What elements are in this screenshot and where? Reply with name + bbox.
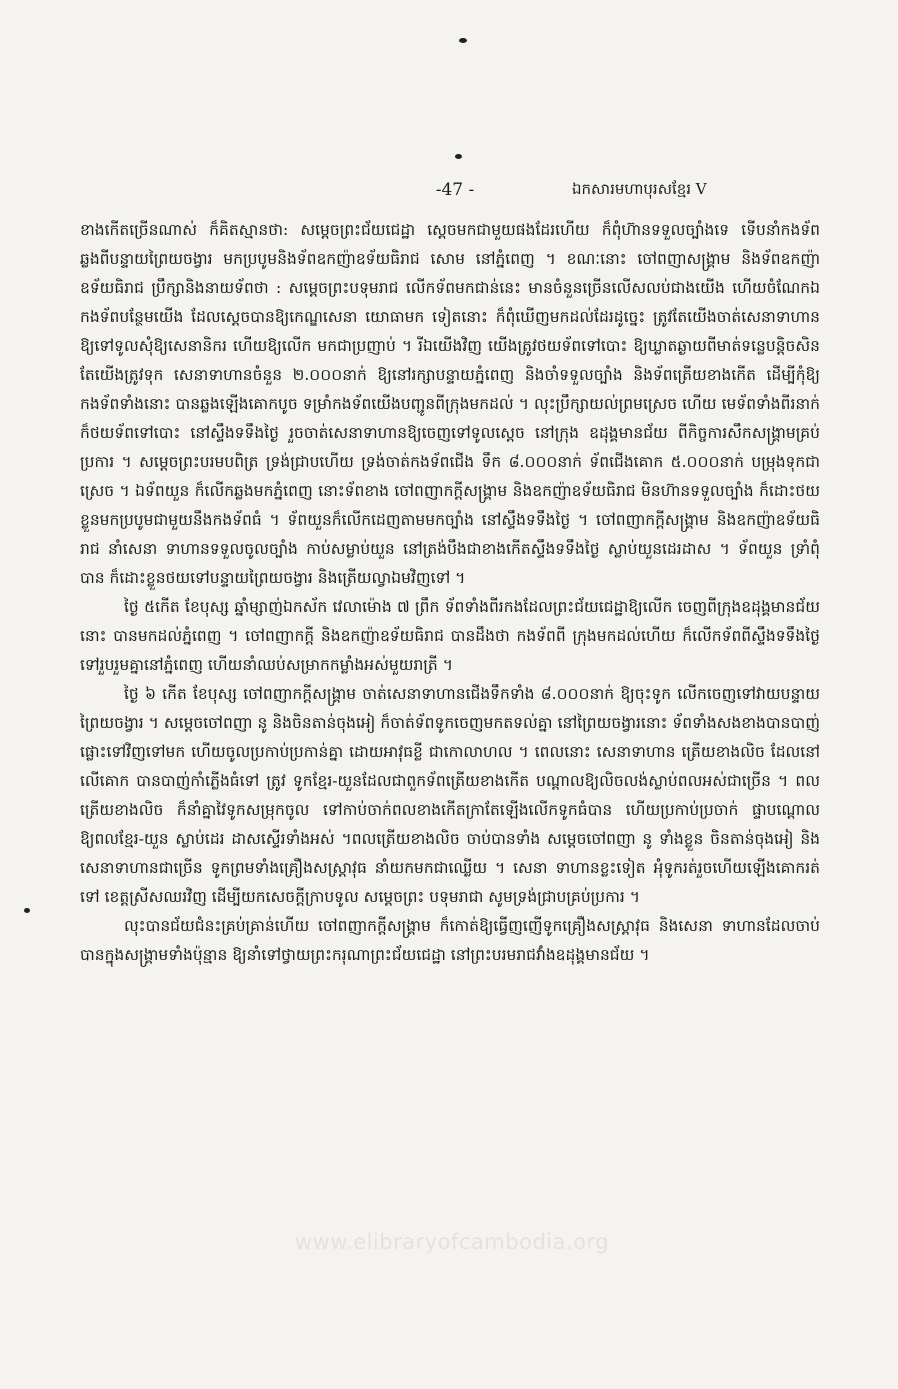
watermark: www.elibraryofcambodia.org — [294, 1230, 610, 1254]
running-title: ឯកសារមហាបុរសខ្មែរ V — [572, 180, 707, 198]
page-header — [0, 178, 898, 204]
paragraph: ខាងកើតច្រើនណាស់ ក៏គិតស្មានថា: សម្ដេចព្រះជ័យជេដ្ឋា ស្ដេចមកជាមួយផងដែរហើយ ក៏ពុំហ៊ានទទួលច្បាំងទេ ទើបនាំកងទ័ព ឆ្លងពីបន្ទាយព្រៃយចង្វារ មកប្របូមនិងទ័ពឧកញ៉ាឧទ័យធិរាជ សោម នៅភ្នំពេញ ។ ខណៈនោះ ចៅពញាសង្គ្រាម និងទ័ពឧកញ៉ាឧទ័យធិរាជ ប្រឹក្សានិងនាយទ័ពថា : សម្ដេចព្រះបទុមរាជ លើកទ័ពមកជាន់នេះ មានចំនួនច្រើនលើសលប់ជាងយើង ហើយចំណែកឯកងទ័ពបន្ថែមយើង ដែលស្ដេចបានឱ្យកេណ្ឌសេនា យោធាមក ទៀតនោះ ក៏ពុំឃើញមកដល់ដែរដូច្នេះ ត្រូវតែយើងចាត់សេនាទាហាន ឱ្យទៅទូលសុំឱ្យសេនានិករ ហើយឱ្យលើក មកជាប្រញាប់ ។ រីឯយើងវិញ យើងត្រូវថយទ័ពទៅបោះ ឱ្យឃ្លាតឆ្ងាយពីមាត់ទន្លេបន្ដិចសិន តែយើងត្រូវទុក សេនាទាហានចំនួន ២.០០០នាក់ ឱ្យនៅរក្សាបន្ទាយភ្នំពេញ និងចាំទទួលច្បាំង និងទ័ពត្រើយខាងកើត ដើម្បីកុំឱ្យ កងទ័ពទាំងនោះ បានឆ្លងឡើងគោកបូច ទម្រាំកងទ័ពយើងបញ្ជូនពីក្រុងមកដល់ ។ លុះប្រឹក្សាយល់ព្រមស្រេច ហើយ មេទ័ពទាំងពីរនាក់ ក៏ថយទ័ពទៅបោះ នៅស្ទឹងទទឹងថ្ងៃ រួចចាត់សេនាទាហានឱ្យចេញទៅទូលស្ដេច នៅក្រុង ឧដុង្គមានជ័យ ពីកិច្ចការសឹកសង្គ្រាមគ្រប់ប្រការ ។ សម្ដេចព្រះបរមបពិត្រ ទ្រង់ជ្រាបហើយ ទ្រង់ចាត់កងទ័ពជើង ទឹក ៨.០០០នាក់ ទ័ពជើងគោក ៥.០០០នាក់ បម្រុងទុកជាស្រេច ។ ឯទ័ពយួន ក៏លើកឆ្លងមកភ្នំពេញ នោះទ័ពខាង ចៅពញាកក្ដីសង្គ្រាម និងឧកញ៉ាឧទ័យធិរាជ មិនហ៊ានទទួលច្បាំង ក៏ដោះថយខ្លួនមកប្របូមជាមួយនឹងកងទ័ពធំ ។ ទ័ពយួនក៏លើកដេញតាមមកច្បាំង នៅស្ទឹងទទឹងថ្ងៃ ។ ចៅពញាកក្ដីសង្គ្រាម និងឧកញ៉ាឧទ័យធិរាជ នាំសេនា ទាហានទទួលចូលច្បាំង កាប់សម្លាប់យួន នៅត្រង់បឹងជាខាងកើតស្ទឹងទទឹងថ្ងៃ ស្លាប់យួនដេរដាស ។ ទ័ពយួន ទ្រាំពុំ បាន ក៏ដោះខ្លួនថយទៅបន្ទាយព្រៃយចង្វារ និងត្រើយល្វាឯមវិញទៅ ។ — [80, 221, 820, 587]
paragraph: លុះបានជ័យជំនះគ្រប់គ្រាន់ហើយ ចៅពញាកក្ដីសង្គ្រាម ក៏កោត់ឱ្យធ្វើញញើទូកគ្រឿងសស្ត្រាវុធ និងសេនា ទាហានដែលចាប់បានក្នុងសង្គ្រាមទាំងប៉ុន្មាន ឱ្យនាំទៅថ្វាយព្រះករុណាព្រះជ័យជេដ្ឋា នៅព្រះបរមរាជវាំងឧដុង្គមានជ័យ ។ — [80, 917, 820, 964]
scan-speck — [459, 38, 467, 43]
scan-speck — [24, 908, 30, 913]
scan-speck — [455, 154, 462, 159]
paragraph: ថ្ងៃ ៥កើត ខែបុស្ស ឆ្នាំម្សាញ់ឯកស័ក វេលាម៉ោង ៧ ព្រឹក ទ័ពទាំងពីរកងដែលព្រះជ័យជេដ្ឋាឱ្យលើក ចេញពីក្រុងឧដុង្គមានជ័យនោះ បានមកដល់ភ្នំពេញ ។ ចៅពញាកក្ដី និងឧកញ៉ាឧទ័យធិរាជ បានដឹងថា កងទ័ពពី ក្រុងមកដល់ហើយ ក៏លើកទ័ពពីស្ទឹងទទឹងថ្ងៃ ទៅរួបរួមគ្នានៅភ្នំពេញ ហើយនាំឈប់សម្រាកកម្លាំងអស់មួយរាត្រី ។ — [80, 598, 820, 674]
body-text — [80, 216, 820, 1226]
paragraph: ថ្ងៃ ៦ កើត ខែបុស្ស ចៅពញាកក្ដីសង្គ្រាម ចាត់សេនាទាហានជើងទឹកទាំង ៨.០០០នាក់ ឱ្យចុះទូក លើកចេញទៅវាយបន្ទាយព្រៃយចង្វារ ។ សម្ដេចចៅពញា នូ និងចិនតាន់ចុងអៀ ក៏ចាត់ទ័ពទូកចេញមកតទល់គ្នា នៅព្រៃយចង្វារនោះ ទ័ពទាំងសងខាងបានបាញ់ផ្លោះទៅវិញទៅមក ហើយចូលប្រកាប់ប្រកាន់គ្នា ដោយអាវុធខ្លី ជាកោលាហល ។ ពេលនោះ សេនាទាហាន ត្រើយខាងលិច ដែលនៅលើគោក បានបាញ់កាំភ្លើងធំទៅ ត្រូវ ទូកខ្មែរ-យួនដែលជាពួកទ័ពត្រើយខាងកើត បណ្ដាលឱ្យលិចលង់ស្លាប់ពលអស់ជាច្រើន ។ ពលត្រើយខាងលិច ក៏នាំគ្នាវៃទូកសម្រុកចូល ទៅកាប់ចាក់ពលខាងកើតក្រាតែឡើងលើកទូកធំបាន ហើយប្រកាប់ប្រចាក់ ផ្ទាបណ្ដោល ឱ្យពលខ្មែរ-យួន ស្លាប់ដេរ ដាសស្ទើរទាំងអស់ ។ពលត្រើយខាងលិច ចាប់បានទាំង សម្ដេចចៅពញា នូ ទាំងខ្លួន ចិនតាន់ចុងអៀ និងសេនាទាហានជាច្រើន ទូកព្រមទាំងគ្រឿងសស្ត្រាវុធ នាំយកមកជាឈ្លើយ ។ សេនា ទាហានខ្លះទៀត អុំទូករត់រួចហើយឡើងគោករត់ទៅ ខេត្តស្រីសឈរវិញ ដើម្បីយកសេចក្ដីក្រាបទូល សម្ដេចព្រះ បទុមរាជា សូមទ្រង់ជ្រាបគ្រប់ប្រការ ។ — [80, 685, 820, 906]
page-number: -47 - — [435, 180, 475, 200]
